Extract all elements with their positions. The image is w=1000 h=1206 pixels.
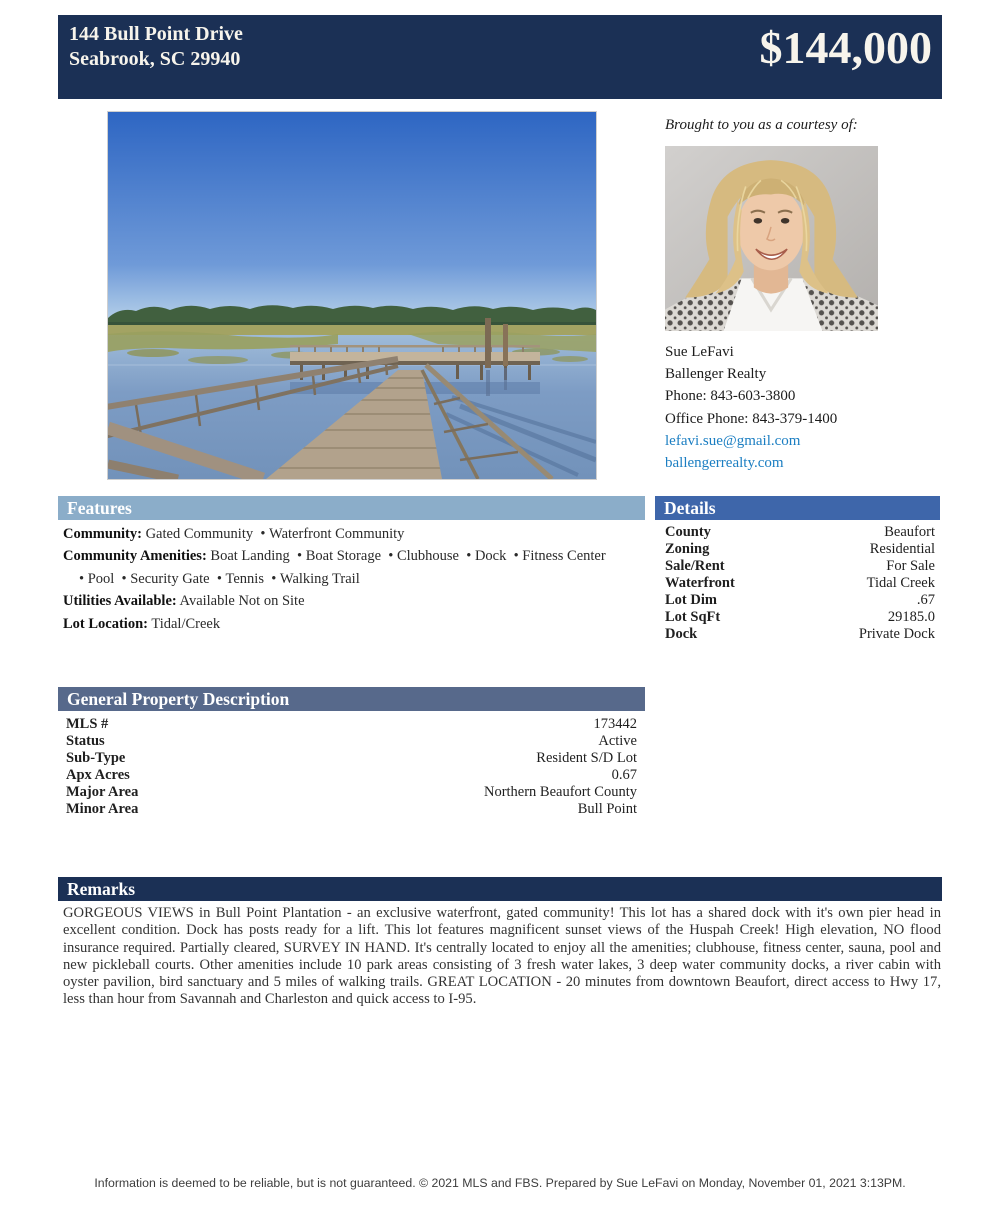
table-row: Waterfront Tidal Creek: [665, 575, 935, 591]
agent-info: [665, 341, 837, 474]
details-table: [665, 524, 935, 643]
agent-headshot-illustration: [665, 146, 878, 331]
agent-phone: Phone: 843-603-3800: [665, 388, 796, 405]
feature-row-utilities: [63, 590, 645, 612]
address-line2: Seabrook, SC 29940: [69, 48, 241, 70]
property-address: [69, 22, 243, 72]
listing-price: $144,000: [759, 22, 932, 73]
table-row: Zoning Residential: [665, 541, 935, 557]
remarks-section-header: Remarks: [58, 877, 942, 901]
table-row: Apx Acres 0.67: [66, 767, 637, 783]
feature-row-amenities: [63, 545, 645, 590]
table-row: Sub-Type Resident S/D Lot: [66, 750, 637, 766]
table-row: Major Area Northern Beaufort County: [66, 784, 637, 800]
general-table: [66, 716, 637, 818]
features-section-header: Features: [58, 496, 645, 520]
feature-values: Boat Landing • Boat Storage • Clubhouse • Dock • Fitness Center • Pool • Security Gate • Tennis • Walking Trail: [79, 548, 613, 587]
feature-label: Community:: [63, 526, 142, 542]
table-row: Status Active: [66, 733, 637, 749]
table-row: MLS # 173442: [66, 716, 637, 732]
agent-website-link[interactable]: ballengerrealty.com: [665, 455, 784, 472]
disclaimer-footer: Information is deemed to be reliable, but is not guaranteed. © 2021 MLS and FBS. Prepared by Sue LeFavi on Monday, November 01, 2021 3:13PM.: [94, 1176, 906, 1190]
table-row: County Beaufort: [665, 524, 935, 540]
agent-office-phone: Office Phone: 843-379-1400: [665, 410, 838, 427]
table-row: Dock Private Dock: [665, 626, 935, 642]
feature-label: Community Amenities:: [63, 548, 207, 565]
agent-email-link[interactable]: lefavi.sue@gmail.com: [665, 432, 801, 449]
feature-row-community: [63, 523, 645, 545]
feature-values: Tidal/Creek: [151, 615, 221, 632]
feature-label: Lot Location:: [63, 615, 148, 632]
agent-photo: [665, 146, 878, 331]
address-line1: 144 Bull Point Drive: [69, 23, 243, 45]
table-row: Minor Area Bull Point: [66, 801, 637, 817]
table-row: Lot SqFt 29185.0: [665, 609, 935, 625]
courtesy-label: Brought to you as a courtesy of:: [665, 117, 858, 133]
feature-values: Available Not on Site: [179, 593, 305, 610]
feature-row-lot-location: [63, 613, 645, 635]
property-photo: [107, 111, 597, 480]
general-section-header: General Property Description: [58, 687, 645, 711]
features-list: [63, 523, 645, 635]
table-row: Lot Dim .67: [665, 592, 935, 608]
details-section-header: Details: [655, 496, 940, 520]
remarks-text: GORGEOUS VIEWS in Bull Point Plantation - an exclusive waterfront, gated community! This lot has a shared dock with it's own pier head in excellent condition. Dock has posts ready for a lift. This lot features magnificent sunset views of the Huspah Creek! High elevation, NO flood insurance required. Partially cleared, SURVEY IN HAND. It's centrally located to enjoy all the amenities; clubhouse, fitness center, sauna, pool and new pickleball courts. Other amenities include 10 park areas consisting of 3 fresh water lakes, 3 deep water community docks, a river cabin with oyster pavilion, bird sanctuary and 5 miles of walking trails. GREAT LOCATION - 20 minutes from downtown Beaufort, direct access to Hwy 17, less than hour from Savannah and Charleston and quick access to I-95.: [63, 905, 941, 1008]
agent-name: Sue LeFavi: [665, 344, 734, 360]
header-banner: [58, 15, 942, 99]
feature-label: Utilities Available:: [63, 593, 177, 610]
feature-values: Gated Community • Waterfront Community: [145, 526, 405, 542]
dock-marsh-photo-illustration: [108, 112, 596, 479]
agent-company: Ballenger Realty: [665, 366, 767, 383]
table-row: Sale/Rent For Sale: [665, 558, 935, 574]
